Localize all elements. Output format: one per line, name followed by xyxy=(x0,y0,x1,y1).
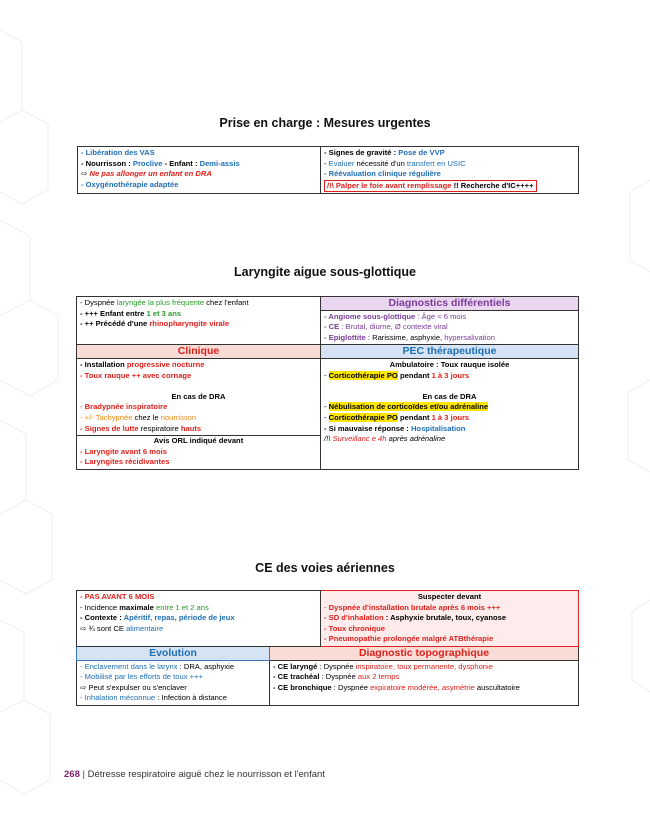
urgent-item-liver-warning: /!\ Palper le foie avant remplissage !! Recherche d'IC++++ xyxy=(324,180,575,193)
section-title-urgent: Prise en charge : Mesures urgentes xyxy=(219,116,431,130)
laryngite-intro-preceded: - ++ Précédé d'une rhinopharyngite virale xyxy=(80,319,230,329)
urgent-item-no-lying: ⇨ Ne pas allonger un enfant en DRA xyxy=(81,169,212,179)
pec-amb-cortico: - Corticothérapie PO pendant 1 à 3 jours xyxy=(324,370,470,380)
pec-dra-cortico: - Corticothérapie PO pendant 1 à 3 jours xyxy=(324,412,470,422)
ce-suspect-inhalation: - SD d'inhalation : Asphyxie brutale, toux, cyanose xyxy=(324,613,507,623)
chapter-title: Détresse respiratoire aiguë chez le nourrisson et l'enfant xyxy=(87,769,325,780)
pec-dra-hospitalisation: - Si mauvaise réponse : Hospitalisation xyxy=(324,423,466,433)
arrow-right-icon: ⇨ xyxy=(80,623,89,633)
laryngite-table xyxy=(76,296,579,470)
section-title-laryngite: Laryngite aigue sous-glottique xyxy=(234,265,416,279)
clinique-cell xyxy=(77,358,321,469)
laryngite-intro-dyspnea: - Dyspnée laryngée la plus fréquente chez l'enfant xyxy=(80,298,249,307)
ce-left-cell xyxy=(77,591,321,647)
urgent-item-oxygen: - Oxygénothérapie adaptée xyxy=(81,179,179,189)
pec-dra-subtitle: En cas de DRA xyxy=(422,391,477,401)
clinique-header: Clinique xyxy=(77,345,321,359)
clinique-installation: - Installation progressive nocturne xyxy=(80,359,205,369)
ce-evo-mobilise: - Mobilisé par les efforts de toux +++ xyxy=(80,672,203,682)
arrow-right-icon: ⇨ xyxy=(81,169,90,179)
pec-ambulatoire-subtitle: Ambulatoire : Toux rauque isolée xyxy=(389,359,510,369)
ce-table xyxy=(76,590,579,706)
ce-suspect-pneumopathie: - Pneumopathie prolongée malgré ATBthérapie xyxy=(324,634,494,644)
dd-cell xyxy=(321,310,579,345)
urgent-item-vas: - Libération des VAS xyxy=(81,148,155,157)
arrow-right-icon: ⇨ xyxy=(80,682,89,692)
pec-dra-surveillance: /!\ Surveillanc e 4h après adrénaline xyxy=(324,434,446,444)
ce-suspect-toux: - Toux chronique xyxy=(324,623,386,633)
clinique-dra-subtitle: En cas de DRA xyxy=(171,391,226,401)
pec-dra-nebulisation: - Nébulisation de corticoïdes et/ou adrénaline xyxy=(324,402,489,412)
clinique-signes-lutte: - Signes de lutte respiratoire hauts xyxy=(80,423,202,433)
ce-evo-inhalation: - Inhalation méconnue : Infection à distance xyxy=(80,693,227,703)
section-title-ce: CE des voies aériennes xyxy=(255,561,395,575)
clinique-toux: - Toux rauque ++ avec cornage xyxy=(80,370,192,380)
ce-evolution-cell xyxy=(77,660,270,705)
ce-item-age: - PAS AVANT 6 MOIS xyxy=(80,592,155,601)
laryngite-intro-cell xyxy=(77,297,321,345)
urgent-item-transfer: - Evaluer nécessité d'un transfert en USIC xyxy=(324,158,466,168)
ce-item-alimentaire: ⇨ ¾ sont CE alimentaire xyxy=(80,623,164,633)
urgent-left-cell xyxy=(78,147,321,194)
clinique-tachypnee: - +/- Tachypnée chez le nourrisson xyxy=(80,412,197,422)
urgent-item-position: - Nourrisson : Proclive - Enfant : Demi-assis xyxy=(81,158,240,168)
ce-topo-bronchique: - CE bronchique : Dyspnée expiratoire modérée, asymétrie auscultatoire xyxy=(273,682,520,692)
orl-item-before-6-months: - Laryngite avant 6 mois xyxy=(80,446,167,456)
ce-evo-expulser: ⇨ Peut s'expulser ou s'enclaver xyxy=(80,682,187,692)
dd-item-angiome: - Angiome sous-glottique : Âge < 6 mois xyxy=(324,311,467,321)
clinique-bradypnee: - Bradypnée inspiratoire xyxy=(80,402,168,412)
urgent-item-reevaluation: - Réévaluation clinique régulière xyxy=(324,169,441,179)
ce-item-context: - Contexte : Apéritif, repas, période de jeux xyxy=(80,613,235,623)
laryngite-intro-age: - +++ Enfant entre 1 et 3 ans xyxy=(80,308,182,318)
footer-separator: | xyxy=(79,769,88,780)
ce-suspect-cell xyxy=(321,591,579,647)
orl-item-recurrent: - Laryngites récidivantes xyxy=(80,457,170,467)
ce-topo-larynge: - CE laryngé : Dyspnée inspiratoire, toux permanente, dysphonie xyxy=(273,661,493,671)
ce-topo-cell xyxy=(270,660,579,705)
orl-subtitle: Avis ORL indiqué devant xyxy=(153,436,244,446)
ce-suspect-dyspnea: - Dyspnée d'installation brutale après 6 mois +++ xyxy=(324,602,501,612)
page-footer xyxy=(64,769,325,780)
urgent-item-gravity: - Signes de gravité : Pose de VVP xyxy=(324,148,445,157)
ce-topo-header: Diagnostic topographique xyxy=(270,646,579,660)
dd-item-epiglottite: - Epiglottite : Rarissime, asphyxie, hypersalivation xyxy=(324,332,495,342)
urgent-measures-table xyxy=(77,146,579,194)
pec-cell xyxy=(321,358,579,469)
ce-topo-tracheal: - CE trachéal : Dyspnée aux 2 temps xyxy=(273,672,400,682)
dd-item-ce: - CE : Brutal, diurne, Ø contexte viral xyxy=(324,322,448,332)
ce-evo-enclavement: - Enclavement dans le larynx : DRA, asphyxie xyxy=(80,661,235,671)
pec-header: PEC thérapeutique xyxy=(321,345,579,359)
dd-header: Diagnostics différentiels xyxy=(321,297,579,311)
urgent-right-cell xyxy=(321,147,579,194)
page-number: 268 xyxy=(64,769,80,780)
ce-evolution-header: Evolution xyxy=(77,646,270,660)
ce-suspect-header: Suspecter devant xyxy=(417,592,482,601)
ce-item-incidence: - Incidence maximale entre 1 et 2 ans xyxy=(80,602,209,612)
